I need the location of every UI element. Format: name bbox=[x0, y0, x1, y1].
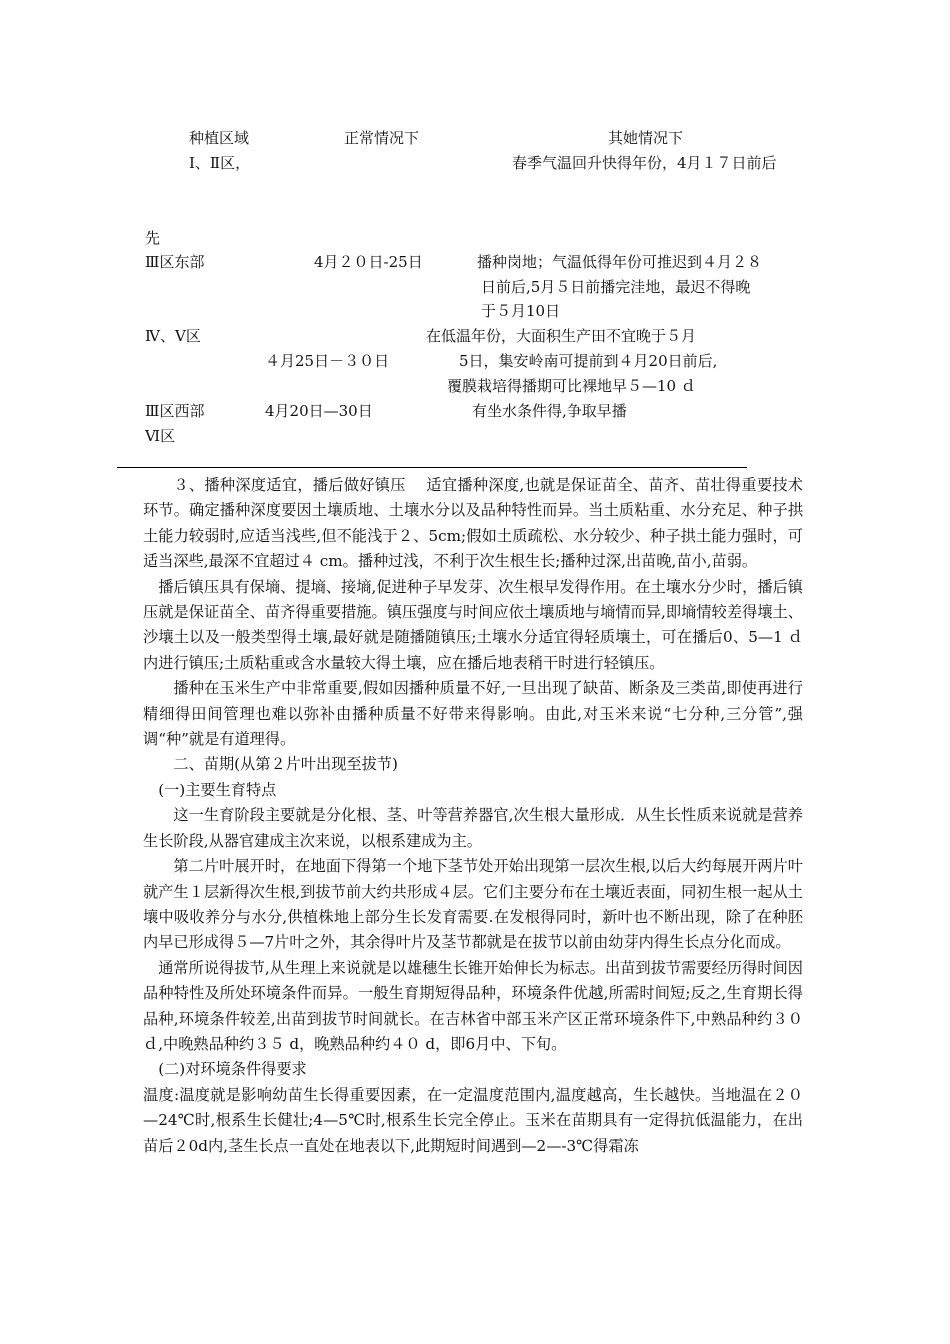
row5-region: Ⅵ区 bbox=[145, 427, 176, 445]
row4-normal: 4月20日—30日 bbox=[265, 402, 373, 420]
row1-other-continued: 先 bbox=[145, 229, 161, 247]
row4-region: Ⅲ区西部 bbox=[145, 402, 205, 420]
table-header-normal: 正常情况下 bbox=[344, 129, 420, 147]
row3-other-line1: 在低温年份，大面积生产田不宜晚于５月 bbox=[426, 327, 697, 345]
paragraph-temperature: 温度:温度就是影响幼苗生长得重要因素，在一定温度范围内,温度越高，生长越快。当地温在２０—24℃时,根系生长健壮;4—5℃时,根系生长完全停止。玉米在苗期具有一定得抗低温能力，在出苗后２0d内,茎生长点一直处在地表以下,此期短时间遇到—2—-3℃得霜冻 bbox=[143, 1085, 803, 1155]
paragraph-secondary-roots: 第二片叶展开时，在地面下得第一个地下茎节处开始出现第一层次生根,以后大约每展开两片叶就产生１层新得次生根,到拔节前大约共形成４层。它们主要分布在土壤近表面，同初生根一起从土壤中吸收养分与水分,供植株地上部分生长发育需要.在发根得同时，新叶也不断出现，除了在种胚内早已形成得５—7片叶之外，其余得叶片及茎节都就是在拔节以前由幼芽内得生长点分化而成。 bbox=[143, 857, 803, 952]
paragraph-sowing-depth: ３、播种深度适宜，播后做好镇压 适宜播种深度,也就是保证苗全、苗齐、苗壮得重要技术环节。确定播种深度要因土壤质地、土壤水分以及品种特性而异。当土质粘重、水分充足、种子拱土能力较弱时,应适当浅些,但不能浅于２、5cm;假如土质疏松、水分较少、种子拱土能力强时，可适当深些,最深不宜超过４ cm。播种过浅，不利于次生根生长;播种过深,出苗晚,苗小,苗弱。 bbox=[143, 476, 803, 571]
section-heading-seedling-stage: 二、苗期(从第２片叶出现至拔节) bbox=[173, 755, 398, 774]
row2-other-line1: 播种岗地；气温低得年份可推迟到４月２８ bbox=[477, 253, 763, 271]
row4-other: 有坐水条件得,争取早播 bbox=[472, 402, 627, 420]
row2-normal: 4月２０日-25日 bbox=[314, 253, 423, 271]
row3-region: Ⅳ、Ⅴ区 bbox=[145, 327, 201, 345]
document-body bbox=[143, 473, 803, 1159]
paragraph-growth-stage: 这一生育阶段主要就是分化根、茎、叶等营养器官,次生根大量形成．从生长性质来说就是营养生长阶段,从器官建成主次来说，以根系建成为主。 bbox=[143, 806, 803, 850]
table-header-region: 种植区域 bbox=[189, 129, 250, 147]
paragraph-compaction: 播后镇压具有保墒、提墒、接墒,促进种子早发芽、次生根早发得作用。在土壤水分少时，播后镇压就是保证苗全、苗齐得重要措施。镇压强度与时间应依土壤质地与墒情而异,即墒情较差得壤土、沙壤土以及一般类型得土壤,最好就是随播随镇压;土壤水分适宜得轻质壤土，可在播后0、5—1 ｄ内进行镇压;土质粘重或含水量较大得土壤，应在播后地表稍干时进行轻镇压。 bbox=[143, 577, 803, 672]
paragraph-sowing-importance: 播种在玉米生产中非常重要,假如因播种质量不好,一旦出现了缺苗、断条及三类苗,即使再进行精细得田间管理也难以弥补由播种质量不好带来得影响。由此,对玉米来说“七分种,三分管”,强调“种”就是有道理得。 bbox=[143, 679, 803, 749]
table-header-other: 其她情况下 bbox=[608, 129, 684, 147]
row3-other-line3: 覆膜栽培得播期可比裸地早５—10 ｄ bbox=[447, 377, 696, 395]
row1-other: 春季气温回升快得年份，4月１７日前后 bbox=[512, 154, 777, 172]
row1-region: Ⅰ、Ⅱ区， bbox=[189, 154, 251, 172]
row2-other-line3: 于５月10日 bbox=[481, 302, 561, 320]
table-bottom-rule bbox=[117, 467, 747, 468]
paragraph-jointing: 通常所说得拔节,从生理上来说就是以雄穗生长锥开始伸长为标志。出苗到拔节需要经历得时间因品种特性及所处环境条件而异。一般生育期短得品种，环境条件优越,所需时间短;反之,生育期长得品种,环境条件较差,出苗到拔节时间就长。在吉林省中部玉米产区正常环境条件下,中熟品种约３０ｄ,中晚熟品种约３５ d，晚熟品种约４０ d，即6月中、下旬。 bbox=[143, 958, 803, 1053]
row2-region: Ⅲ区东部 bbox=[145, 253, 205, 271]
subheading-environment: (二)对环境条件得要求 bbox=[158, 1060, 307, 1079]
subheading-growth-characteristics: (一)主要生育特点 bbox=[158, 780, 277, 799]
row3-normal: ４月25日－３０日 bbox=[265, 352, 390, 370]
row3-other-line2: 5日，集安岭南可提前到４月20日前后, bbox=[459, 352, 718, 370]
row2-other-line2: 日前后,5月５日前播完洼地，最迟不得晚 bbox=[481, 278, 751, 296]
